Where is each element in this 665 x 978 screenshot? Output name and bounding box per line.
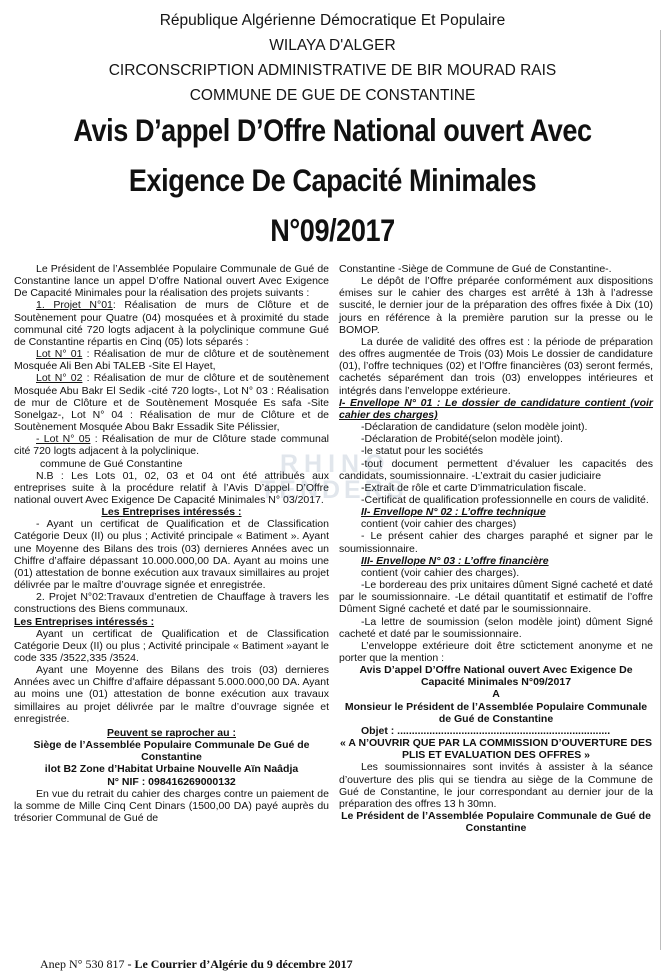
envelope-1-item-1: -Déclaration de candidature (selon modèle joint). [361, 421, 588, 434]
right-column [339, 263, 653, 834]
companies-requirements-1: - Ayant un certificat de Qualification et de Classification Catégorie Deux (II) ou plus ; Activité principale « Batiment ». Ayant une Moyenne des Bilans des trois (03) dernieres Années avec un Chiffre d’affaire dépassant 10.000.000,00 DA. Ayant au moins une (01) attestation de bonne exécution aux travaux simillaires au projet délivrée par le maître d’ouvrage signée et enregistrée. [14, 518, 329, 592]
contact-line-2: ilot B2 Zone d’Habitat Urbaine Nouvelle Aïn Naâdja [44, 763, 299, 776]
mention-object: Objet : ......................................................................... [361, 724, 611, 737]
opening-session-paragraph: Les soumissionnaires sont invités à assister à la séance d’ouverture des plis qui se tiendra au siège de la Commune de Gué de Constantine, le jour correspondant au dernier jour de la préparation des offres 13 h 30mn. [339, 761, 653, 810]
left-column [14, 263, 329, 824]
deposit-paragraph: Le dépôt de l’Offre préparée conformément aux dispositions émises sur le cahier des charges est arrêté à 13h à l’adresse suscité, le dernier jour de la préparation des offres fixée à Dix (10) jours en référence à la première parution sur la presse ou le BOMOP. [339, 275, 653, 336]
envelope-1-title: I- Envellope N° 01 : Le dossier de candidature contient (voir cahier des charges) [339, 396, 653, 421]
rhino-tenders-watermark [252, 448, 412, 508]
lot-1-label: Lot N° 01 [36, 348, 83, 361]
project-2-paragraph: 2. Projet N°02:Travaux d’entretien de Chauffage à travers les constructions des Biens communaux. [14, 591, 329, 616]
page-edge-rule [660, 30, 661, 950]
page-footer [40, 957, 353, 972]
contact-nif: N° NIF : 098416269000132 [107, 775, 236, 788]
envelope-3-item-3: -La lettre de soumission (selon modèle joint) dûment Signé cacheté et daté par le soumissionnaire. [339, 615, 653, 640]
envelope-1-item-4: -tout document permettent d’évaluer les capacités des candidats, soumissionnaire. -L’extrait du casier judiciaire [339, 457, 653, 482]
companies-requirements-2a: Ayant un certificat de Qualification et de Classification Catégorie Deux (II) ou plus ; Activité principale « Batiment »ayant le code 335 /3522,335 /3524. [14, 627, 329, 664]
signature: Le Président de l’Assemblée Populaire Communale de Gué de Constantine [341, 810, 651, 835]
lot-5-label: - Lot N° 05 [36, 433, 91, 446]
header-circonscription: CIRCONSCRIPTION ADMINISTRATIVE DE BIR MOURAD RAIS [108, 62, 557, 79]
companies-title-1: Les Entreprises intéressés : [101, 506, 242, 519]
envelope-3-item-1: contient (voir cahier des charges). [361, 566, 520, 579]
mention-to: A [492, 688, 500, 701]
envelope-3-title: III- Envellope N° 03 : L’offre financière [361, 554, 549, 567]
continuation-line: Constantine -Siège de Commune de Gué de Constantine-. [339, 263, 612, 275]
envelope-3-item-2: -Le bordereau des prix unitaires dûment Signé cacheté et daté par le soumissionnaire. -Le détail quantitatif et estimatif de l’offre Dûment Signé cacheté et daté par le soumissionnaire. [339, 579, 653, 616]
envelope-2-title: II- Envellope N° 02 : L’offre technique [361, 506, 546, 519]
notice-title-line3: N°09/2017 [270, 212, 395, 248]
envelope-1-item-5: -Extrait de rôle et carte D’immatriculation fiscale. [361, 481, 587, 494]
project-1-text: : Réalisation de murs de Clôture et de Soutènement pour Quatre (04) mosquées et à proximité du stade communal cité 720 logts adjacent à la polyclinique commune Gué de Constantine répartis en Cinq (05) lots séparés : [14, 299, 329, 348]
lot-2-paragraph [14, 372, 329, 433]
header-wilaya: WILAYA D'ALGER [269, 37, 396, 54]
envelope-1-item-2: -Déclaration de Probité(selon modèle joint). [361, 433, 563, 446]
envelope-1-item-6: -Certificat de qualification professionnelle en cours de validité. [361, 493, 649, 506]
header-commune: COMMUNE DE GUE DE CONSTANTINE [189, 87, 476, 104]
project-1-label: 1. Projet N°01 [36, 299, 113, 312]
intro-paragraph: Le Président de l’Assemblée Populaire Communale de Gué de Constantine lance un appel D’offre National ouvert Avec Exigence De Capacité Minimales pour la réalisation des projets suivants : [14, 263, 329, 300]
lot-5-text: : Réalisation de mur de Clôture stade communal cité 720 logts adjacent à la polyclinique. [14, 433, 329, 458]
validity-paragraph: La durée de validité des offres est : la période de préparation des offres augmentée de Trois (03) Mois Le dossier de candidature (01), l’offre techniques (02) et l’Offre financières (03) seront fermés, cachetés séparément dan trois (03) enveloppes intérieures et intégrés dans l’enveloppe extérieure. [339, 335, 653, 397]
watermark-line-2: TENDERS [260, 476, 408, 504]
footer-anep-number: Anep N° 530 817 [40, 957, 125, 971]
companies-requirements-2b: Ayant une Moyenne des Bilans des trois (03) dernieres Années avec un Chiffre d’affaire dépassant 5.000.000,00 DA. Ayant au moins une (01) attestation de bonne exécution aux travaux simillaires au projet délivrée par le maître d’ouvrage signée et enregistrée. [14, 664, 329, 725]
companies-title-2: Les Entreprises intéressés : [14, 615, 155, 628]
notice-title-line1: Avis D’appel D’Offre National ouvert Avec [73, 112, 592, 148]
nb-paragraph: N.B : Les Lots 01, 02, 03 et 04 ont été attribués aux entreprises suite à la procédure relatif à l’Avis D’appel D’Offre national ouvert Avec Exigence De Capacité Minimales N° 03/2017. [14, 469, 329, 506]
do-not-open-notice: « A N’OUVRIR QUE PAR LA COMMISSION D’OUVERTURE DES PLIS ET EVALUATION DES OFFRES » [340, 737, 652, 762]
watermark-line-1: RHINO [280, 450, 391, 478]
notice-title-line2: Exigence De Capacité Minimales [128, 162, 537, 198]
project-1-paragraph [14, 299, 329, 348]
header-republic: République Algérienne Démocratique Et Populaire [159, 12, 506, 29]
lot-1-text: : Réalisation de mur de clôture et de soutènement Mosquée Ali Ben Abi TALEB -Site El Hayet, [14, 348, 329, 373]
mention-recipient: Monsieur le Président de l’Assemblée Populaire Communale de Gué de Constantine [344, 700, 648, 725]
outer-envelope-mention: Avis D’appel D’Offre National ouvert Avec Exigence De Capacité Minimales N°09/2017 [359, 664, 633, 689]
lot-1-paragraph [14, 348, 329, 372]
commune-line: commune de Gué Constantine [40, 457, 183, 470]
withdrawal-paragraph: En vue du retrait du cahier des charges contre un paiement de la somme de Mille Cinq Cent Dinars (1500,00 DA) payé auprès du trésorier Communal de Gué de [14, 787, 329, 825]
outer-envelope-paragraph: L’enveloppe extérieure doit être sctictement anonyme et ne porter que la mention : [339, 639, 653, 664]
envelope-2-item-1: contient (voir cahier des charges) [361, 518, 517, 531]
lot-2-text: : Réalisation de mur de clôture et de soutènement Mosquée Abu Bakr El Sedik -cité 720 logts-, Lot N° 03 : Réalisation de mur de Clôture et de Soutènement Mosquée Es safa -Site Sonelgaz-, Lot N° 04 : Réalisation de mur de Clôture et de Soutènement Mosquée Abou Bakr Essadik Site Pélissier, [14, 372, 329, 434]
contact-line-1: Siège de l’Assemblée Populaire Communale De Gué de Constantine [33, 739, 310, 764]
envelope-1-item-3: -le statut pour les sociétés [361, 445, 483, 458]
contact-title: Peuvent se raprocher au : [107, 726, 236, 739]
envelope-2-item-2: - Le présent cahier des charges paraphé et signer par le soumissionnaire. [339, 530, 653, 555]
lot-2-label: Lot N° 02 [36, 372, 83, 385]
footer-publication: - Le Courrier d’Algérie du 9 décembre 2017 [124, 957, 353, 971]
